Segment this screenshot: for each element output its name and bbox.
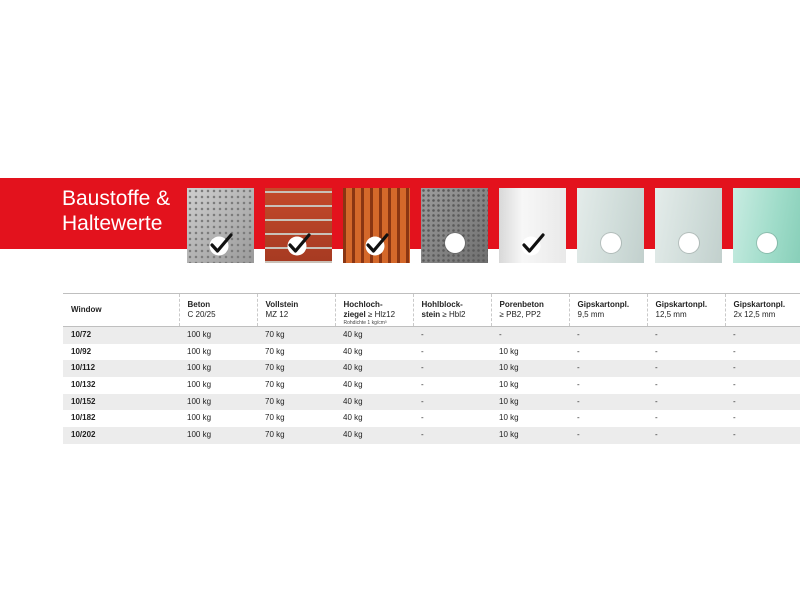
holding-value-cell: 100 kg xyxy=(187,430,212,440)
table-row xyxy=(63,360,800,377)
circle-icon xyxy=(601,233,621,253)
holding-value-cell: 100 kg xyxy=(187,396,212,406)
holding-value-cell: - xyxy=(733,380,736,390)
circle-icon xyxy=(445,233,465,253)
holding-value-cell: 100 kg xyxy=(187,330,212,339)
holding-value-cell: - xyxy=(733,363,736,373)
holding-value-cell: - xyxy=(421,430,424,440)
column-header xyxy=(257,294,335,327)
holding-value-cell: - xyxy=(655,346,658,356)
window-model-cell: 10/182 xyxy=(71,413,96,423)
column-title: Window xyxy=(71,305,102,314)
column-subtitle: ≥ PB2, PP2 xyxy=(499,310,541,319)
holding-value-cell: 10 kg xyxy=(499,430,519,440)
hohlblockstein-swatch xyxy=(421,188,488,263)
holding-value-cell: 10 kg xyxy=(499,413,519,423)
column-note: Rohdichte 1 kg/cm³ xyxy=(343,320,387,326)
holding-value-cell: 70 kg xyxy=(265,396,285,406)
holding-value-cell: 40 kg xyxy=(343,346,363,356)
column-title-line2: ziegel ≥ Hlz12 xyxy=(343,310,396,319)
gipskarton-9-5-swatch xyxy=(577,188,644,263)
column-subtitle: 2x 12,5 mm xyxy=(733,310,776,319)
holding-value-cell: - xyxy=(655,363,658,373)
checkmark-icon xyxy=(286,232,312,256)
column-header xyxy=(63,294,179,327)
holding-value-cell: - xyxy=(577,396,580,406)
table-body xyxy=(63,327,800,444)
holding-value-cell: 10 kg xyxy=(499,363,519,373)
holding-value-cell: 70 kg xyxy=(265,430,285,440)
vollstein-swatch xyxy=(265,188,332,263)
porenbeton-swatch xyxy=(499,188,566,263)
holding-value-cell: - xyxy=(421,346,424,356)
column-title: Gipskartonpl. xyxy=(733,300,786,309)
table-row xyxy=(63,410,800,427)
table-row xyxy=(63,394,800,411)
holding-value-cell: - xyxy=(733,413,736,423)
holding-value-cell: - xyxy=(499,330,502,339)
column-subtitle: 9,5 mm xyxy=(577,310,605,319)
holding-value-cell: - xyxy=(577,430,580,440)
holding-value-cell: 70 kg xyxy=(265,363,285,373)
holding-value-cell: - xyxy=(655,430,658,440)
holding-value-cell: - xyxy=(655,330,658,339)
column-header xyxy=(335,294,413,327)
column-header xyxy=(647,294,725,327)
holding-value-cell: 70 kg xyxy=(265,413,285,423)
column-title: Vollstein xyxy=(265,300,299,309)
checkmark-icon xyxy=(208,232,234,256)
holding-value-cell: 40 kg xyxy=(343,363,363,373)
holding-value-cell: - xyxy=(733,330,736,339)
column-title: Hohlblock- xyxy=(421,300,463,309)
holding-value-cell: 40 kg xyxy=(343,380,363,390)
column-header xyxy=(569,294,647,327)
window-model-cell: 10/72 xyxy=(71,330,92,339)
holding-value-cell: - xyxy=(577,363,580,373)
column-title-line2: stein ≥ Hbl2 xyxy=(421,310,466,319)
holding-value-cell: - xyxy=(655,413,658,423)
holding-value-cell: - xyxy=(577,380,580,390)
checkmark-icon xyxy=(520,232,546,256)
column-title: Porenbeton xyxy=(499,300,544,309)
table-row xyxy=(63,427,800,444)
column-title: Beton xyxy=(187,300,211,309)
column-title: Gipskartonpl. xyxy=(577,300,630,309)
column-header xyxy=(413,294,491,327)
column-title: Hochloch- xyxy=(343,300,383,309)
banner-title-line2: Haltewerte xyxy=(62,212,163,235)
column-subtitle: C 20/25 xyxy=(187,310,216,319)
beton-swatch xyxy=(187,188,254,263)
holding-value-cell: - xyxy=(421,380,424,390)
holding-value-cell: 100 kg xyxy=(187,346,212,356)
table-row xyxy=(63,377,800,394)
table-row xyxy=(63,344,800,361)
holding-value-cell: 70 kg xyxy=(265,380,285,390)
holding-value-cell: - xyxy=(577,413,580,423)
holding-value-cell: 10 kg xyxy=(499,346,519,356)
holding-value-cell: - xyxy=(421,396,424,406)
holding-value-cell: 100 kg xyxy=(187,413,212,423)
holding-value-cell: - xyxy=(733,396,736,406)
window-model-cell: 10/152 xyxy=(71,396,96,406)
banner-title-line1: Baustoffe & xyxy=(62,187,171,210)
checkmark-icon xyxy=(364,232,390,256)
banner-title xyxy=(62,186,182,236)
holding-value-cell: 10 kg xyxy=(499,380,519,390)
column-title: Gipskartonpl. xyxy=(655,300,708,309)
holding-value-cell: 40 kg xyxy=(343,413,363,423)
holding-value-cell: 10 kg xyxy=(499,396,519,406)
holding-value-cell: - xyxy=(655,380,658,390)
holding-value-cell: - xyxy=(421,330,424,339)
hochlochziegel-swatch xyxy=(343,188,410,263)
window-model-cell: 10/92 xyxy=(71,346,92,356)
column-subtitle: MZ 12 xyxy=(265,310,289,319)
holding-value-cell: - xyxy=(421,363,424,373)
holding-value-cell: 40 kg xyxy=(343,396,363,406)
holding-value-cell: - xyxy=(421,413,424,423)
holding-value-cell: 40 kg xyxy=(343,430,363,440)
column-header xyxy=(491,294,569,327)
column-header xyxy=(725,294,800,327)
holding-value-cell: 100 kg xyxy=(187,380,212,390)
circle-icon xyxy=(757,233,777,253)
holding-value-cell: 70 kg xyxy=(265,346,285,356)
table-header xyxy=(63,294,800,327)
holding-value-cell: - xyxy=(577,330,580,339)
gipskarton-2x12-5-swatch xyxy=(733,188,800,263)
column-subtitle: 12,5 mm xyxy=(655,310,687,319)
window-model-cell: 10/202 xyxy=(71,430,96,440)
holding-value-cell: 40 kg xyxy=(343,330,363,339)
holding-value-cell: - xyxy=(733,346,736,356)
column-header xyxy=(179,294,257,327)
window-model-cell: 10/132 xyxy=(71,380,96,390)
holding-value-cell: - xyxy=(577,346,580,356)
circle-icon xyxy=(679,233,699,253)
holding-value-cell: - xyxy=(655,396,658,406)
table-row xyxy=(63,327,800,344)
window-model-cell: 10/112 xyxy=(71,363,96,373)
holding-value-cell: - xyxy=(733,430,736,440)
holding-value-cell: 70 kg xyxy=(265,330,285,339)
haltewerte-table xyxy=(63,293,800,444)
gipskarton-12-5-swatch xyxy=(655,188,722,263)
holding-value-cell: 100 kg xyxy=(187,363,212,373)
